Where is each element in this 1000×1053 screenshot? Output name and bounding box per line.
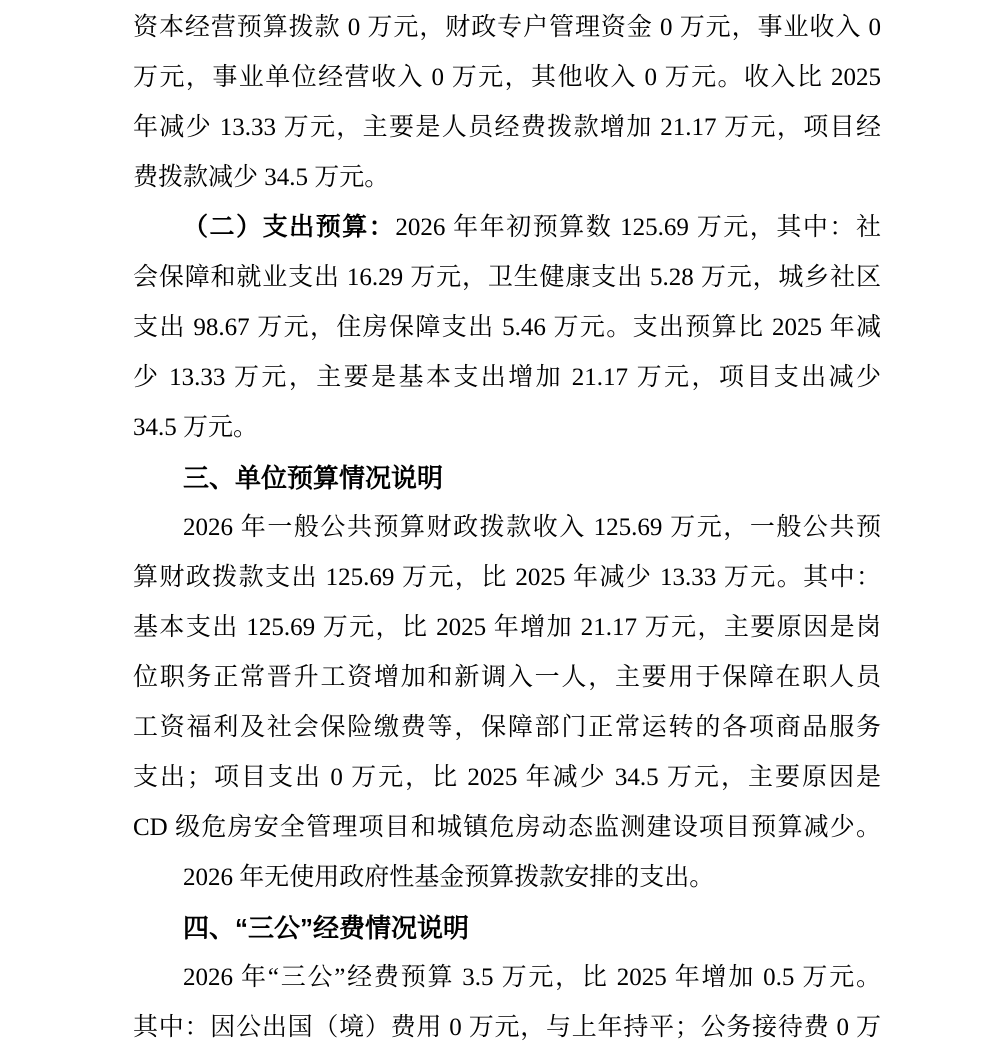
body-line: 支出 98.67 万元，住房保障支出 5.46 万元。支出预算比 2025 年减 xyxy=(133,314,881,341)
body-line: 34.5 万元。 xyxy=(133,414,259,441)
body-line: 2026 年“三公”经费预算 3.5 万元，比 2025 年增加 0.5 万元。 xyxy=(183,964,881,991)
body-line: 支出；项目支出 0 万元，比 2025 年减少 34.5 万元，主要原因是 xyxy=(133,764,881,791)
subsection-2-lead-label: （二）支出预算： xyxy=(183,214,396,241)
body-line: 位职务正常晋升工资增加和新调入一人，主要用于保障在职人员 xyxy=(133,664,881,691)
body-line-subsection-2 xyxy=(133,203,881,253)
body-line: 2026 年一般公共预算财政拨款收入 125.69 万元，一般公共预 xyxy=(183,514,881,541)
body-line: 万元，事业单位经营收入 0 万元，其他收入 0 万元。收入比 2025 xyxy=(133,64,881,91)
body-line: 基本支出 125.69 万元，比 2025 年增加 21.17 万元，主要原因是岗 xyxy=(133,614,881,641)
document-page xyxy=(133,3,881,1053)
body-line: 工资福利及社会保险缴费等，保障部门正常运转的各项商品服务 xyxy=(133,714,881,741)
body-line: 会保障和就业支出 16.29 万元，卫生健康支出 5.28 万元，城乡社区 xyxy=(133,264,881,291)
body-line: 资本经营预算拨款 0 万元，财政专户管理资金 0 万元，事业收入 0 xyxy=(133,14,881,41)
body-line: 费拨款减少 34.5 万元。 xyxy=(133,164,390,191)
body-line: 2026 年无使用政府性基金预算拨款安排的支出。 xyxy=(183,864,715,891)
body-line: CD 级危房安全管理项目和城镇危房动态监测建设项目预算减少。 xyxy=(133,814,881,841)
body-line: 年减少 13.33 万元，主要是人员经费拨款增加 21.17 万元，项目经 xyxy=(133,114,881,141)
body-line: 其中：因公出国（境）费用 0 万元，与上年持平；公务接待费 0 万 xyxy=(133,1014,881,1041)
section-heading-4: 四、“三公”经费情况说明 xyxy=(183,913,470,943)
body-line: 算财政拨款支出 125.69 万元，比 2025 年减少 13.33 万元。其中： xyxy=(133,564,881,591)
body-line: 少 13.33 万元，主要是基本支出增加 21.17 万元，项目支出减少 xyxy=(133,364,881,391)
section-heading-3: 三、单位预算情况说明 xyxy=(183,463,444,493)
body-line-text: 2026 年年初预算数 125.69 万元，其中：社 xyxy=(395,214,881,241)
